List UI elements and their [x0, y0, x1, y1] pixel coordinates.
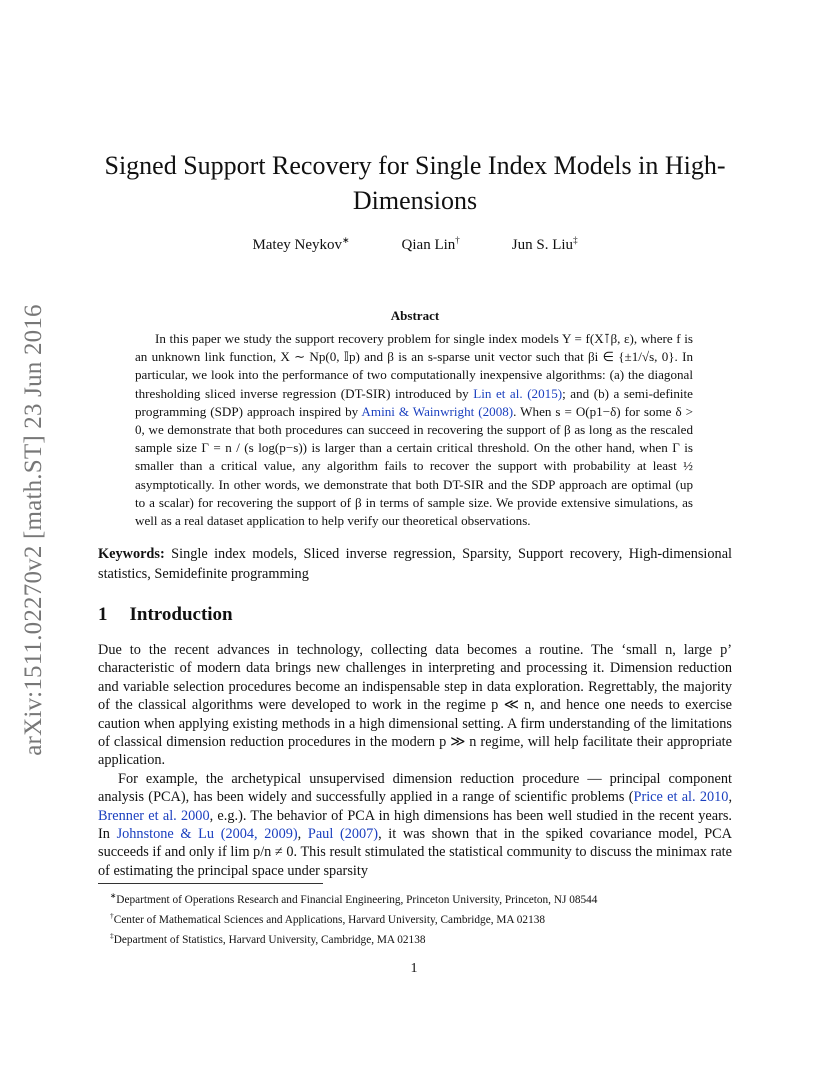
section-number: 1 [98, 604, 108, 625]
citation-link[interactable]: Amini & Wainwright (2008) [361, 403, 514, 419]
citation-link[interactable]: Johnstone & Lu (2004, 2009) [116, 826, 298, 843]
author: Matey Neykov∗ [252, 235, 350, 253]
footnote: †Center of Mathematical Sciences and Applications, Harvard University, Cambridge, MA 02138 [110, 910, 546, 926]
citation-link[interactable]: Brenner et al. 2000 [98, 807, 210, 824]
author: Qian Lin† [401, 235, 460, 253]
keywords-text: Single index models, Sliced inverse regression, Sparsity, Support recovery, High-dimensional statistics, Semidefinite programming [98, 546, 733, 582]
abstract-heading: Abstract [390, 308, 440, 323]
citation-link[interactable]: Price et al. 2010 [633, 789, 729, 806]
footnote: ‡Department of Statistics, Harvard University, Cambridge, MA 02138 [110, 930, 426, 946]
paragraph: Due to the recent advances in technology, collecting data becomes a routine. The ‘small n, large p’ characteristic of modern data brings new challenges in interpreting and processing it. Dimension reduction and variable selection procedures become an indispensable step in data exploration. Regrettably, the majority of the classical algorithms were developed to work in the regime p ≪ n, and hence one needs to exercise caution when applying existing methods in a high dimensional setting. A firm understanding of the limitations of classical dimension reduction procedures in the modern p ≫ n regime, will help facilitate their appropriate application. [98, 642, 732, 769]
footnote: ∗Department of Operations Research and Financial Engineering, Princeton University, Princeton, NJ 08544 [110, 891, 598, 906]
citation-link[interactable]: Paul (2007) [307, 826, 379, 843]
footnotes [98, 888, 732, 948]
keywords-label: Keywords: [98, 546, 165, 562]
paper-title: Signed Support Recovery for Single Index Models in High-Dimensions [104, 151, 726, 215]
author: Jun S. Liu‡ [511, 235, 578, 253]
footnote-divider [98, 883, 323, 884]
arxiv-side-stamp: arXiv:1511.02270v2 [math.ST] 23 Jun 2016 [20, 304, 47, 756]
page-number: 1 [410, 961, 418, 976]
keywords [98, 544, 732, 584]
introduction-body [98, 641, 732, 880]
author-list [100, 235, 730, 254]
paragraph: For example, the archetypical unsupervised dimension reduction procedure — principal component analysis (PCA), has been widely and successfully applied in a range of scientific problems (Price et al. 2010, Brenner et al. 2000, e.g.). The behavior of PCA in high dimensions has been well studied in the recent years. In Johnstone & Lu (2004, 2009), Paul (2007), it was shown that in the spiked covariance model, PCA succeeds if and only if lim p/n ≠ 0. This result stimulated the statistical community to discuss the minimax rate of estimating the principal space under sparsity [98, 770, 733, 879]
abstract-body: In this paper we study the support recovery problem for single index models Y = f(X⊺β, ε), where f is an unknown link function, X ∼ Np(0, 𝕀p) and β is an s-sparse unit vector such that βi ∈ {±1/√s, 0}. In particular, we look into the performance of two computationally inexpensive algorithms: (a) the diagonal thresholding sliced inverse regression (DT-SIR) introduced by Lin et al. (2015); and (b) a semi-definite programming (SDP) approach inspired by Amini & Wainwright (2008). When s = O(p1−δ) for some δ > 0, we demonstrate that both procedures can succeed in recovering the support of β as long as the rescaled sample size Γ = n / (s log(p−s)) is larger than a certain critical threshold. On the other hand, when Γ is smaller than a critical value, any algorithm fails to recover the support with probability at least ½ asymptotically. In other words, we demonstrate that both DT-SIR and the SDP approach are optimal (up to a scalar) for recovering the support of β in terms of sample size. We provide extensive simulations, as well as a real dataset application to help verify our theoretical observations. [135, 331, 693, 529]
section-title: Introduction [129, 604, 233, 625]
citation-link[interactable]: Lin et al. (2015) [473, 385, 563, 401]
section-heading [98, 604, 233, 626]
